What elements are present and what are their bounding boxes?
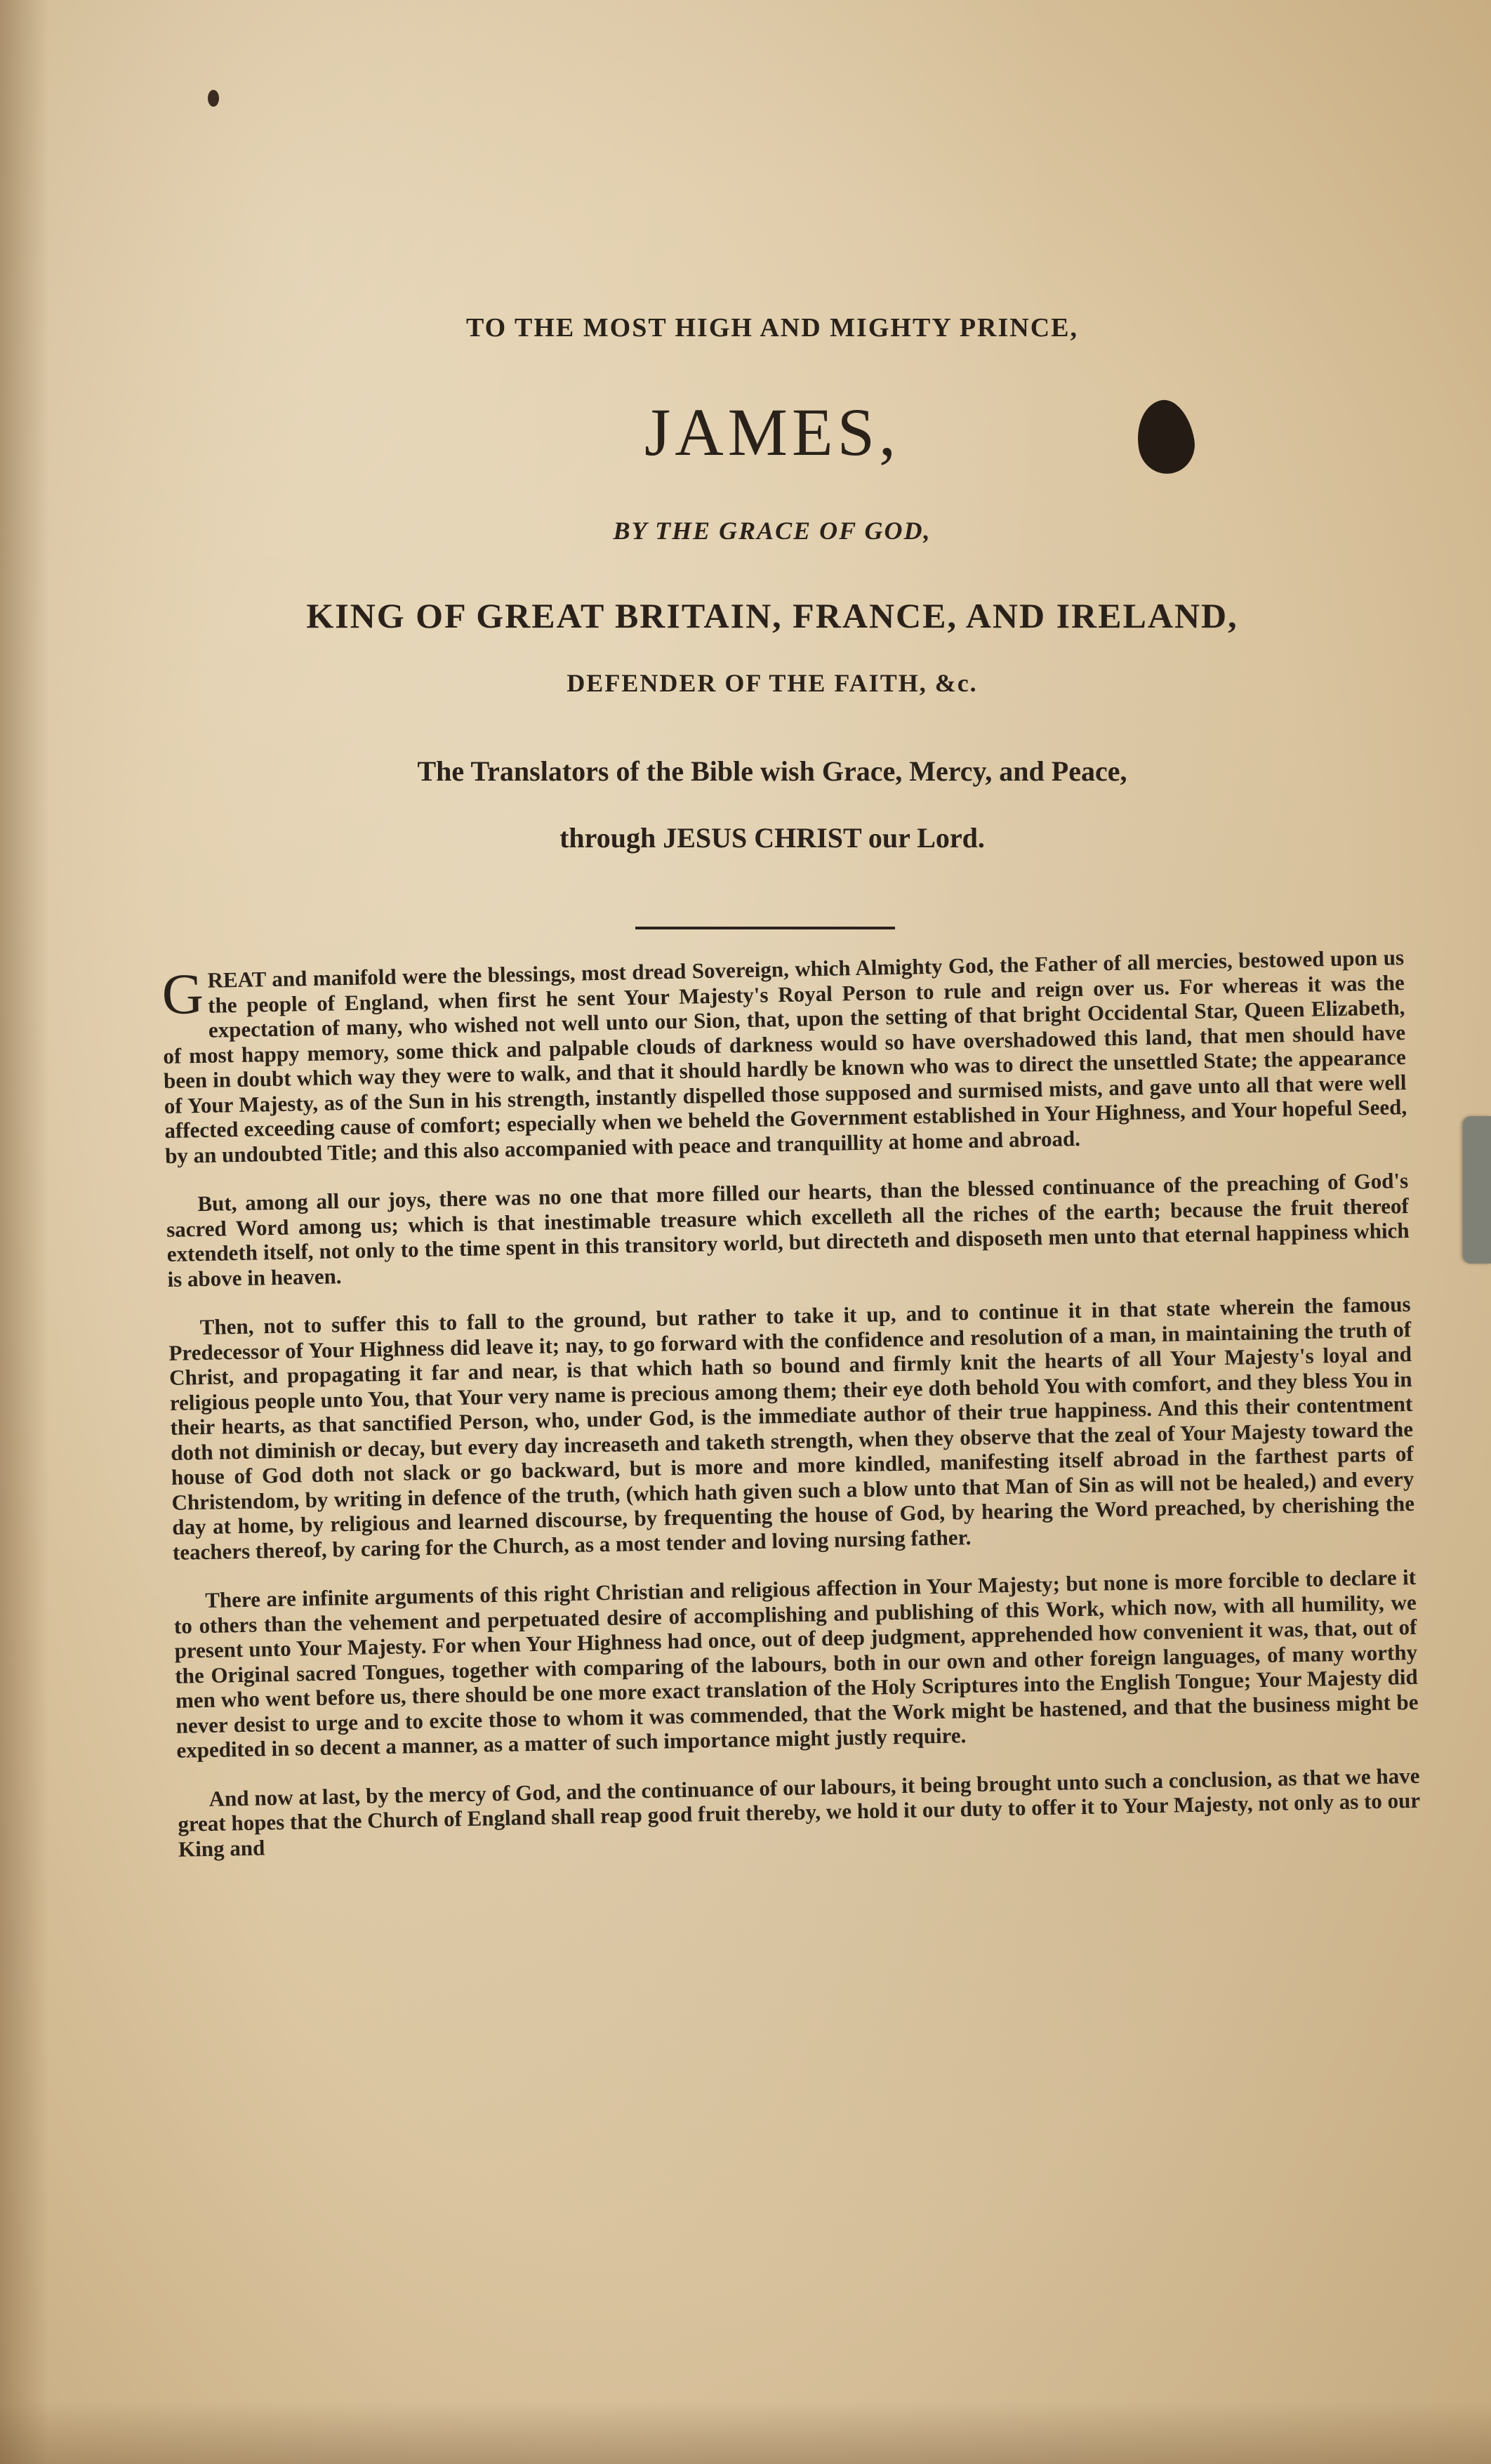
salutation-line: The Translators of the Bible wish Grace, Mercy, and Peace, [417,755,1127,787]
kingdoms-line: KING OF GREAT BRITAIN, FRANCE, AND IRELAND, [306,596,1238,635]
defender-line: DEFENDER OF THE FAITH, &c. [566,669,978,697]
dedication-body [161,945,1422,1886]
grace-line: BY THE GRACE OF GOD, [613,517,932,545]
page-edge-shadow-left [0,0,49,2464]
page-edge-shadow-bottom [0,2401,1491,2464]
dedication-line: TO THE MOST HIGH AND MIGHTY PRINCE, [465,313,1078,343]
king-name: JAMES, [644,395,901,470]
paragraph-2: But, among all our joys, there was no one that more filled our hearts, than the blessed continuance of the preaching of God's sacred Word among us; which is that inestimable treasure which excelleth all the riches of the earth; because the fruit thereof extendeth itself, not only to the time spent in this transitory world, but directeth and disposeth men unto that eternal happiness which is above in heaven. [166,1167,1410,1292]
drop-cap: G [161,961,204,1026]
paragraph-4: There are infinite arguments of this right Christian and religious affection in Your Majesty; but none is more forcible to declare it to others than the vehement and perpetuated desire of accomplishing and publishing of this Work, which now, with all humility, we present unto Your Majesty. For when Your Highness had once, out of deep judgment, apprehended how convenient it was, that, out of the Original sacred Tongues, together with comparing of the labours, both in our own and other foreign languages, of many worthy men who went before us, there should be one more exact translation of the Holy Scriptures into the English Tongue; Your Majesty did never desist to urge and to excite those to whom it was commended, that the Work might be hastened, and that the business might be expedited in so decent a manner, as a matter of such importance might justly require. [173,1564,1419,1763]
paragraph-1 [161,945,1407,1168]
ink-dot-stain [208,90,219,107]
paragraph-1-text: REAT and manifold were the blessings, most dread Sovereign, which Almighty God, the Father of all mercies, bestowed upon us the people of England, when first he sent Your Majesty's Royal Person to rule and reign over us. For whereas it was the expectation of many, who wished not well unto our Sion, that, upon the setting of that bright Occidental Star, Queen Elizabeth, of most happy memory, some thick and palpable clouds of darkness would so have overshadowed this land, that men should have been in doubt which way they were to walk, and that it should hardly be known who was to direct the unsettled State; the appearance of Your Majesty, as of the Sun in his strength, instantly dispelled those supposed and surmised mists, and gave unto all that were well affected exceeding cause of comfort; especially when we beheld the Government established in Your Highness, and Your hopeful Seed, by an undoubted Title; and this also accompanied with peace and tranquillity at home and abroad. [163,945,1407,1168]
page-tab-marker [1463,1116,1491,1264]
paragraph-3: Then, not to suffer this to fall to the ground, but rather to take it up, and to continue it in that state wherein the famous Predecessor of Your Highness did leave it; nay, to go forward with the confidence and resolution of a man, in maintaining the truth of Christ, and propagating it far and near, is that which hath so bound and firmly knit the hearts of all Your Majesty's loyal and religious people unto You, that Your very name is precious among them; their eye doth behold You with comfort, and they bless You in their hearts, as that sanctified Person, who, under God, is the immediate author of their true happiness. And this their contentment doth not diminish or decay, but every day increaseth and taketh strength, when they observe that the zeal of Your Majesty toward the house of God doth not slack or go backward, but is more and more kindled, manifesting itself abroad in the farthest parts of Christendom, by writing in defence of the truth, (which hath given such a blow unto that Man of Sin as will not be healed,) and every day at home, by religious and learned discourse, by frequenting the house of God, by hearing the Word preached, by cherishing the teachers thereof, by caring for the Church, as a most tender and loving nursing father. [168,1291,1415,1565]
paragraph-5: And now at last, by the mercy of God, and the continuance of our labours, it being brought unto such a conclusion, as that we have great hopes that the Church of England shall reap good fruit thereby, we hold it our duty to offer it to Your Majesty, not only as to our King and [178,1763,1421,1862]
through-line: through JESUS CHRIST our Lord. [559,822,985,854]
section-divider-rule [635,927,895,929]
